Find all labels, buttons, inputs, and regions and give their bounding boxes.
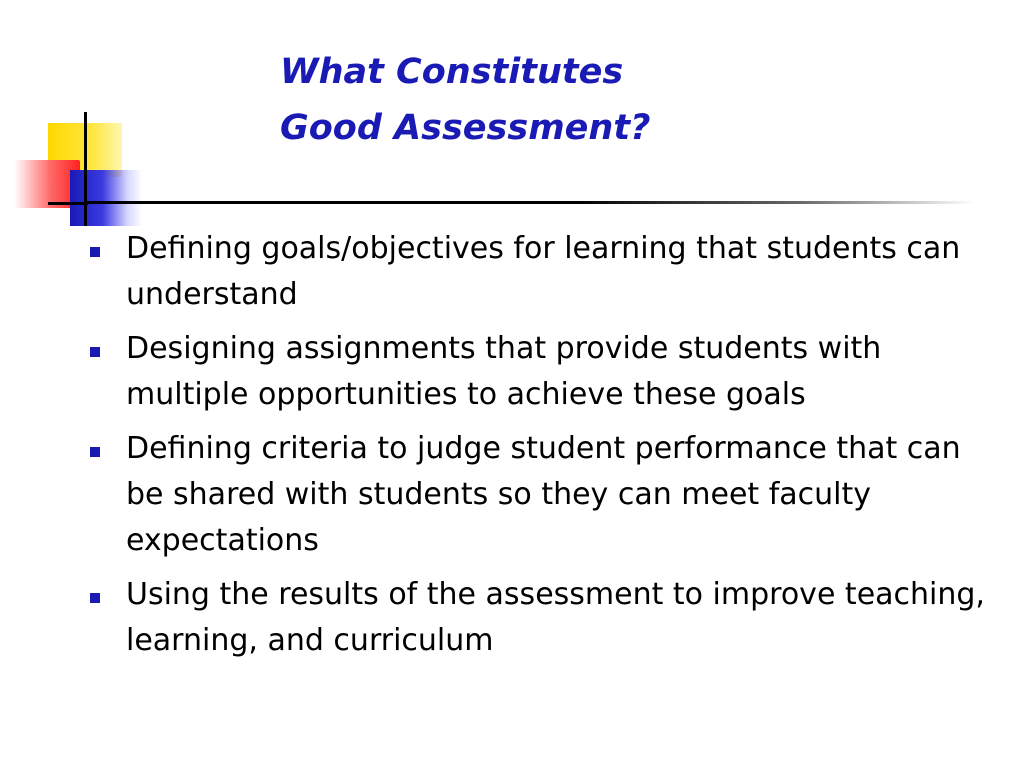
title-underline-rule [85,201,975,204]
square-bullet-icon [90,593,100,603]
list-item [86,426,1006,564]
bullet-text: Defining goals/objectives for learning that students can understand [126,231,961,312]
slide-title-line-1: What Constitutes [280,52,624,92]
square-bullet-icon [90,247,100,257]
slide-title-line-2: Good Assessment? [280,108,651,148]
square-bullet-icon [90,347,100,357]
list-item [86,572,1006,664]
bullet-text: Using the results of the assessment to improve teaching, learning, and curriculum [126,577,985,658]
bullet-text: Defining criteria to judge student performance that can be shared with students so they can meet faculty expectations [126,431,961,558]
bullet-list [86,226,1006,672]
bullet-text: Designing assignments that provide students with multiple opportunities to achieve these goals [126,331,882,412]
square-bullet-icon [90,447,100,457]
vertical-rule [84,112,87,226]
list-item [86,226,1006,318]
corner-decoration-graphic [0,0,170,240]
blue-square-shape [70,170,142,226]
slide-title [280,44,650,156]
list-item [86,326,1006,418]
short-horizontal-rule [48,202,88,205]
